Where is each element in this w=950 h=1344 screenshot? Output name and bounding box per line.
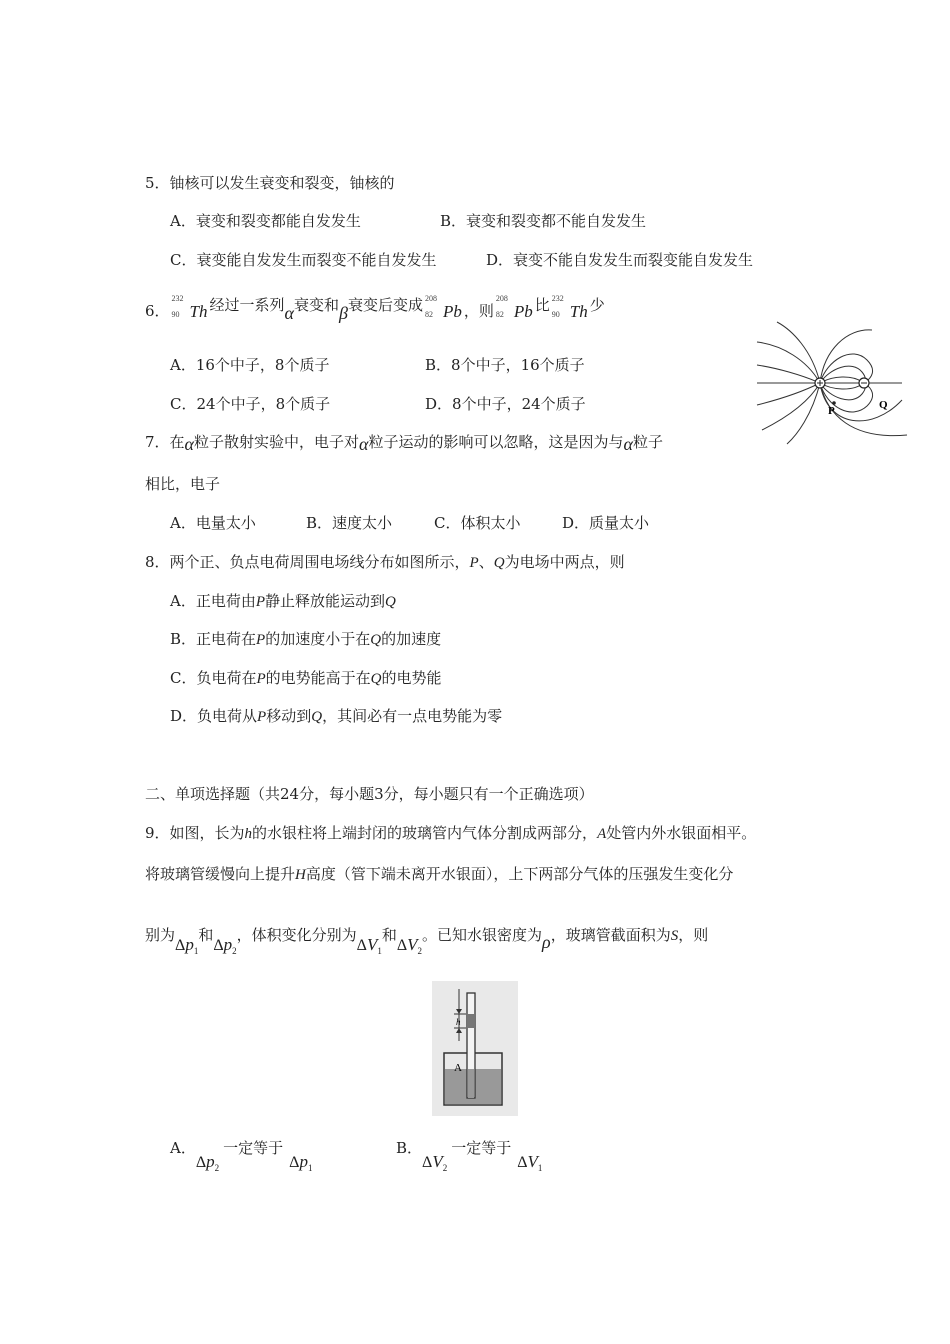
q5-option-b: B．衰变和裂变都不能自发发生	[440, 212, 647, 230]
delta-v1: $\Delta V_1$	[356, 935, 382, 957]
q9-option-b: B．$\Delta V_2$一定等于$\Delta V_1$	[396, 1139, 543, 1174]
mercury-tube-figure	[432, 981, 518, 1116]
q8-option-b: B．正电荷在P的加速度小于在Q的加速度	[170, 630, 442, 648]
q5-option-d: D．衰变不能自发发生而裂变能自发发生	[486, 251, 754, 269]
q6-option-a: A．16个中子，8个质子	[170, 356, 330, 374]
q8-option-c: C．负电荷在P的电势能高于在Q的电势能	[170, 669, 442, 687]
delta-p1: $\Delta p_1$	[175, 935, 199, 957]
q5-option-a: A．衰变和裂变都能自发发生	[170, 212, 361, 230]
q5-stem: 5．铀核可以发生衰变和裂变，铀核的	[145, 174, 395, 192]
q6-option-c: C．24个中子，8个质子	[170, 395, 331, 413]
q7-option-b: B．速度太小	[306, 514, 393, 532]
q7-stem: 7．在α粒子散射实验中，电子对α粒子运动的影响可以忽略，这是因为与α粒子	[145, 433, 663, 454]
q5-option-c: C．衰变能自发发生而裂变不能自发发生	[170, 251, 437, 269]
nuclide-th-2: 232 90 Th	[551, 294, 588, 321]
section-2-heading: 二、单项选择题（共24分，每小题3分，每小题只有一个正确选项）	[145, 785, 594, 803]
q7-option-a: A．电量太小	[170, 514, 256, 532]
q8-option-d: D．负电荷从P移动到Q，其间必有一点电势能为零	[170, 707, 503, 725]
q9-stem-line2: 将玻璃管缓慢向上提升H高度（管下端未离开水银面），上下两部分气体的压强发生变化分	[145, 865, 734, 883]
q9-option-a: A．$\Delta p_2$一定等于$\Delta p_1$	[170, 1139, 313, 1174]
delta-v1-b: $\Delta V_1$	[517, 1152, 543, 1174]
q7-option-d: D．质量太小	[562, 514, 650, 532]
nuclide-th: 232 90 Th	[171, 294, 208, 321]
nuclide-pb: 208 82 Pb	[424, 294, 462, 321]
nuclide-pb-2: 208 82 Pb	[495, 294, 533, 321]
delta-v2-b: $\Delta V_2$	[422, 1152, 448, 1174]
delta-p1-a: $\Delta p_1$	[289, 1152, 313, 1174]
q9-stem-line3: 别为$\Delta p_1$和$\Delta p_2$，体积变化分别为$\Delta V_1$和$\Delta V_2$。已知水银密度为ρ，玻璃管截面积为S，则	[145, 926, 709, 957]
delta-p2-a: $\Delta p_2$	[195, 1152, 220, 1174]
q6-option-b: B．8个中子，16个质子	[425, 356, 585, 374]
q6-option-d: D．8个中子，24个质子	[425, 395, 586, 413]
q6-stem: 6． 232 90 Th 经过一系列α衰变和β衰变后变成 208 82 Pb ，则 208 82 Pb 比 232 90 Th 少	[145, 294, 605, 323]
figure-label-p: P	[828, 405, 835, 417]
figure-label-q: Q	[879, 399, 888, 411]
q8-stem: 8．两个正、负点电荷周围电场线分布如图所示，P、Q为电场中两点，则	[145, 553, 625, 571]
q7-stem-line2: 相比，电子	[145, 475, 221, 493]
delta-p2: $\Delta p_2$	[213, 935, 237, 957]
q7-option-c: C．体积太小	[434, 514, 521, 532]
figure-label-h: h	[456, 1017, 461, 1027]
q9-stem-line1: 9．如图，长为h的水银柱将上端封闭的玻璃管内气体分割成两部分，A处管内外水银面相平。	[145, 824, 757, 842]
electric-field-figure	[752, 320, 912, 445]
figure-label-a: A	[454, 1062, 462, 1074]
q8-option-a: A．正电荷由P静止释放能运动到Q	[170, 592, 396, 610]
delta-v2: $\Delta V_2$	[396, 935, 423, 957]
